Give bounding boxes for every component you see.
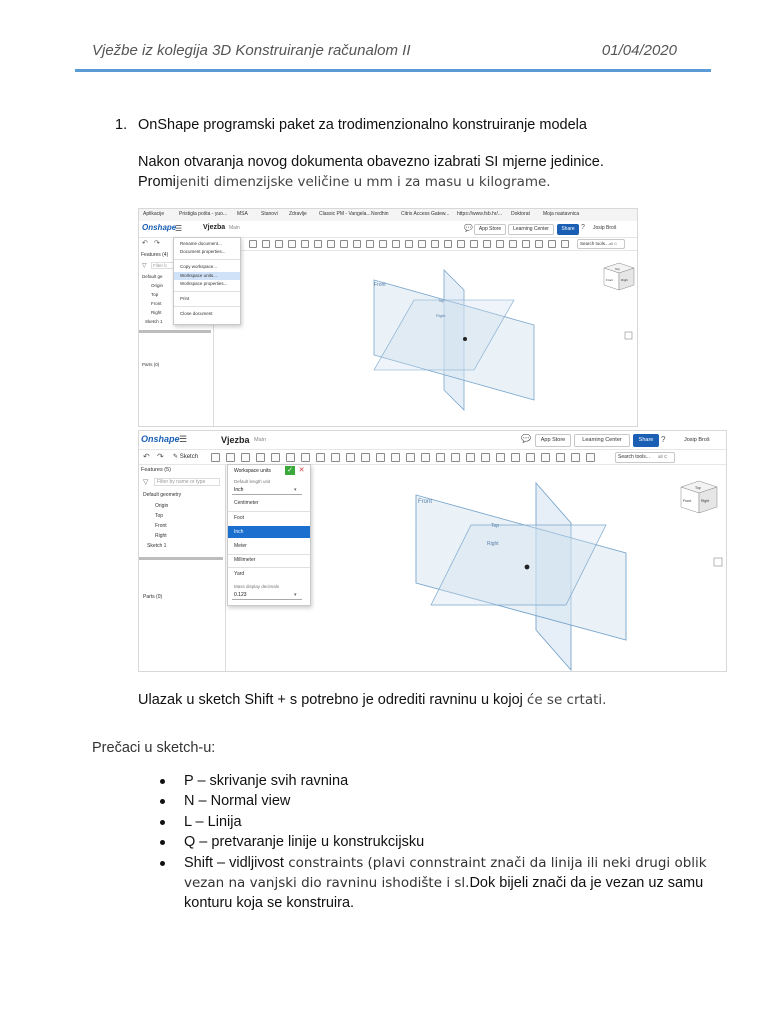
bookmark[interactable]: Zdravlje bbox=[289, 211, 307, 217]
learning-center-button[interactable]: Learning Center bbox=[574, 434, 630, 447]
branch-name: Main bbox=[254, 437, 266, 443]
intro-line-2a: Promi bbox=[138, 174, 176, 190]
intro-line-1: Nakon otvaranja novog dokumenta obavezno izabrati SI mjerne jedinice. bbox=[138, 154, 604, 170]
dialog-title: Workspace units bbox=[234, 468, 271, 474]
tool-icon[interactable] bbox=[522, 240, 530, 248]
tool-icon[interactable] bbox=[301, 240, 309, 248]
list-item bbox=[160, 832, 720, 852]
user-name[interactable]: Josip Broš bbox=[593, 225, 617, 231]
filter-input[interactable]: Filter by name or type bbox=[154, 478, 220, 486]
shortcut-key: P bbox=[184, 773, 194, 789]
tool-icon[interactable] bbox=[392, 240, 400, 248]
tool-icon[interactable] bbox=[496, 453, 505, 462]
bookmark[interactable]: Pristigla pošta - yuo... bbox=[179, 211, 228, 217]
view-cube-right-label: Right bbox=[701, 499, 710, 503]
tool-icon[interactable] bbox=[481, 453, 490, 462]
view-cube[interactable] bbox=[681, 481, 717, 513]
tree-item-right[interactable]: Right bbox=[151, 310, 162, 315]
shortcuts-heading: Prečaci u sketch-u: bbox=[92, 740, 216, 756]
shortcut-text-rest: Dok bijeli znači da je vezan uz samu konturu koja se konstruira. bbox=[184, 875, 704, 912]
view-cube[interactable] bbox=[604, 263, 634, 290]
comment-icon[interactable]: 💬 bbox=[464, 225, 473, 232]
tool-icon[interactable] bbox=[451, 453, 460, 462]
tool-icon[interactable] bbox=[405, 240, 413, 248]
user-name[interactable]: Josip Broš bbox=[684, 437, 710, 443]
tool-icon[interactable] bbox=[509, 240, 517, 248]
tool-icon[interactable] bbox=[262, 240, 270, 248]
tree-item-top[interactable]: Top bbox=[155, 513, 164, 519]
tool-icon[interactable] bbox=[314, 240, 322, 248]
bookmark[interactable]: Citrix Access Gatew... bbox=[401, 211, 450, 217]
view-options-icon[interactable] bbox=[714, 558, 722, 566]
document-name[interactable]: Vjezba bbox=[203, 224, 226, 231]
3d-viewport[interactable] bbox=[214, 250, 637, 426]
length-unit-select[interactable]: Inch bbox=[232, 487, 302, 495]
tool-icon[interactable] bbox=[470, 240, 478, 248]
shortcut-text: – Linija bbox=[191, 813, 242, 830]
redo-icon[interactable]: ↷ bbox=[154, 240, 160, 247]
learning-center-button[interactable]: Learning Center bbox=[508, 224, 554, 235]
tool-icon[interactable] bbox=[421, 453, 430, 462]
tree-item-sketch[interactable]: Sketch 1 bbox=[145, 319, 163, 324]
page-header bbox=[92, 42, 677, 64]
branch-name: Main bbox=[229, 225, 240, 231]
unit-option-meter[interactable]: Meter bbox=[234, 543, 247, 549]
panel-divider[interactable] bbox=[139, 330, 211, 333]
shortcut-text: – Normal view bbox=[194, 793, 291, 810]
feature-list-panel bbox=[139, 465, 226, 671]
panel-divider[interactable] bbox=[139, 557, 223, 560]
tool-icon[interactable] bbox=[418, 240, 426, 248]
bullet-icon bbox=[160, 840, 165, 845]
right-plane-label: Right bbox=[487, 541, 499, 547]
feature-toolbar bbox=[139, 450, 726, 465]
tool-icon[interactable] bbox=[361, 453, 370, 462]
app-store-button[interactable]: App Store bbox=[474, 224, 506, 235]
unit-option-millimeter[interactable]: Millimeter bbox=[234, 557, 256, 563]
help-icon[interactable]: ? bbox=[661, 435, 666, 444]
features-count: Features (5) bbox=[141, 467, 171, 473]
hamburger-menu-icon[interactable]: ☰ bbox=[179, 434, 188, 444]
app-store-button[interactable]: App Store bbox=[535, 434, 571, 447]
tool-icon[interactable] bbox=[376, 453, 385, 462]
tool-icon[interactable] bbox=[431, 240, 439, 248]
shortcut-key: N bbox=[184, 793, 195, 810]
header-date: 01/04/2020 bbox=[601, 42, 677, 59]
tool-icon[interactable] bbox=[541, 453, 550, 462]
comment-icon[interactable]: 💬 bbox=[521, 434, 531, 443]
help-icon[interactable]: ? bbox=[581, 224, 585, 231]
bullet-icon bbox=[160, 799, 165, 804]
view-options-icon[interactable] bbox=[625, 332, 632, 339]
tree-item-sketch[interactable]: Sketch 1 bbox=[147, 543, 167, 549]
front-plane-label: Front bbox=[374, 282, 386, 288]
menu-item-print[interactable]: Print bbox=[180, 296, 190, 301]
list-item bbox=[160, 853, 720, 914]
parts-node[interactable]: Parts (0) bbox=[143, 594, 163, 600]
search-tools-input[interactable]: Search tools... bbox=[577, 239, 625, 249]
shortcut-text: – vidljivost bbox=[213, 854, 284, 871]
bookmark[interactable]: Aplikacije bbox=[143, 211, 165, 217]
onshape-screenshot-menu bbox=[138, 208, 638, 427]
view-cube-front-label: Front bbox=[683, 499, 692, 503]
tool-icon[interactable] bbox=[511, 453, 520, 462]
tool-icon[interactable] bbox=[275, 240, 283, 248]
tool-icon[interactable] bbox=[391, 453, 400, 462]
view-cube-front-label: Front bbox=[606, 278, 614, 282]
onshape-title-bar bbox=[139, 221, 637, 238]
tool-icon[interactable] bbox=[561, 240, 569, 248]
unit-option-foot[interactable]: Foot bbox=[234, 515, 245, 521]
shortcut-list bbox=[160, 771, 720, 914]
tool-icon[interactable] bbox=[331, 453, 340, 462]
unit-option-yard[interactable]: Yard bbox=[234, 571, 245, 577]
tree-item-front[interactable]: Front bbox=[151, 301, 162, 306]
tool-icon[interactable] bbox=[288, 240, 296, 248]
parts-node[interactable]: Parts (0) bbox=[142, 362, 160, 367]
sketch-line-b: će se crtati. bbox=[526, 692, 607, 708]
sketch-button-label: Sketch bbox=[179, 454, 199, 460]
bullet-icon bbox=[160, 861, 165, 866]
list-item bbox=[160, 771, 720, 791]
tool-icon[interactable] bbox=[406, 453, 415, 462]
tool-icon[interactable] bbox=[571, 453, 580, 462]
header-divider bbox=[75, 69, 711, 72]
right-plane-label: Right bbox=[436, 313, 446, 318]
tree-item-top[interactable]: Top bbox=[151, 292, 159, 297]
unit-option-inch[interactable]: Inch bbox=[234, 529, 244, 535]
tool-icon[interactable] bbox=[346, 453, 355, 462]
tool-icon[interactable] bbox=[249, 240, 257, 248]
shortcut-key: Shift bbox=[184, 854, 214, 871]
hamburger-menu-icon[interactable]: ☰ bbox=[175, 224, 183, 233]
sketch-line-a: Ulazak u sketch Shift + s potrebno je odrediti ravninu u kojoj bbox=[138, 692, 527, 708]
onshape-title-bar bbox=[139, 431, 726, 450]
redo-icon[interactable]: ↷ bbox=[157, 452, 164, 461]
list-item bbox=[160, 812, 720, 832]
undo-icon[interactable]: ↶ bbox=[142, 240, 148, 247]
intro-line-2b: jeniti dimenzijske veličine u mm i za masu u kilograme. bbox=[175, 174, 551, 190]
view-cube-top-label: Top bbox=[615, 267, 620, 271]
tool-icon[interactable] bbox=[211, 453, 220, 462]
tool-icon[interactable] bbox=[444, 240, 452, 248]
filter-icon[interactable]: ▽ bbox=[142, 263, 147, 269]
tool-icon[interactable] bbox=[256, 453, 265, 462]
view-cube-right-label: Right bbox=[621, 278, 629, 282]
mass-decimals-select[interactable]: 0.123 bbox=[232, 592, 302, 600]
tool-icon[interactable] bbox=[316, 453, 325, 462]
default-length-label: Default length unit bbox=[234, 479, 271, 484]
default-geometry-node[interactable]: Default ge bbox=[142, 274, 163, 279]
bookmark[interactable]: https://www.fsb.hr/... bbox=[457, 211, 503, 217]
bookmark[interactable]: Classic PM - Vangela... bbox=[319, 211, 371, 217]
tool-icon[interactable] bbox=[466, 453, 475, 462]
bookmark[interactable]: MSA bbox=[237, 211, 248, 217]
tree-item-right[interactable]: Right bbox=[155, 533, 167, 539]
shortcut-text: – pretvaranje linije u konstrukcijsku bbox=[195, 834, 425, 851]
menu-item-doc-properties[interactable]: Document properties... bbox=[180, 249, 226, 254]
section-title: OnShape programski paket za trodimenzionalno konstruiranje modela bbox=[138, 117, 587, 133]
tool-icon[interactable] bbox=[366, 240, 374, 248]
onshape-screenshot-units-dialog bbox=[138, 430, 727, 672]
share-button[interactable]: Share bbox=[557, 224, 579, 235]
front-plane-label: Front bbox=[418, 499, 433, 505]
menu-item-close[interactable]: Close document bbox=[180, 311, 213, 316]
chevron-down-icon[interactable]: ▾ bbox=[294, 592, 297, 598]
list-item bbox=[160, 791, 720, 811]
tree-item-front[interactable]: Front bbox=[155, 523, 167, 529]
tool-icon[interactable] bbox=[301, 453, 310, 462]
tool-icon[interactable] bbox=[457, 240, 465, 248]
tool-icon[interactable] bbox=[548, 240, 556, 248]
onshape-logo[interactable]: Onshape bbox=[142, 223, 177, 232]
menu-item-workspace-units[interactable]: Workspace units... bbox=[180, 273, 217, 278]
menu-item-copy-workspace[interactable]: Copy workspace... bbox=[180, 264, 218, 269]
default-geometry-node[interactable]: Default geometry bbox=[143, 492, 182, 498]
filter-icon[interactable]: ▽ bbox=[143, 479, 149, 486]
shortcut-hint: alt C bbox=[658, 454, 668, 459]
shortcut-text: – skrivanje svih ravnina bbox=[193, 773, 349, 789]
unit-option-centimeter[interactable]: Centimeter bbox=[234, 500, 259, 506]
confirm-check-icon[interactable]: ✓ bbox=[285, 466, 295, 475]
shortcut-key: Q bbox=[184, 834, 196, 851]
onshape-logo[interactable]: Onshape bbox=[141, 434, 180, 444]
tool-icon[interactable] bbox=[286, 453, 295, 462]
bookmark[interactable]: Stanovi bbox=[261, 211, 278, 217]
tool-icon[interactable] bbox=[586, 453, 595, 462]
view-cube-top-label: Top bbox=[695, 486, 701, 490]
bookmark[interactable]: Doktorat bbox=[511, 211, 530, 217]
tree-item-origin[interactable]: Origin bbox=[155, 503, 169, 509]
course-title: Vježbe iz kolegija 3D Konstruiranje računalom II bbox=[92, 42, 411, 59]
filter-input[interactable]: Filter b bbox=[151, 262, 174, 269]
sketch-button[interactable]: ✎ Sketch bbox=[173, 454, 199, 460]
bookmark[interactable]: Nordhin bbox=[371, 211, 389, 217]
tool-icon[interactable] bbox=[436, 453, 445, 462]
tool-icon[interactable] bbox=[483, 240, 491, 248]
tool-icon[interactable] bbox=[496, 240, 504, 248]
chevron-down-icon[interactable]: ▾ bbox=[294, 487, 297, 493]
tool-icon[interactable] bbox=[327, 240, 335, 248]
tool-icon[interactable] bbox=[526, 453, 535, 462]
origin-point[interactable] bbox=[463, 337, 467, 341]
menu-item-workspace-properties[interactable]: Workspace properties... bbox=[180, 281, 228, 286]
intro-paragraph bbox=[138, 152, 604, 192]
tool-icon[interactable] bbox=[353, 240, 361, 248]
cancel-x-icon[interactable]: ✕ bbox=[298, 467, 305, 474]
origin-point[interactable] bbox=[525, 565, 530, 570]
tool-icon[interactable] bbox=[226, 453, 235, 462]
tool-icon[interactable] bbox=[556, 453, 565, 462]
bookmark[interactable]: Moja nastavnica bbox=[543, 211, 580, 217]
tool-icon[interactable] bbox=[379, 240, 387, 248]
tool-icon[interactable] bbox=[340, 240, 348, 248]
sketch-paragraph bbox=[138, 690, 606, 710]
features-count: Features (4) bbox=[141, 252, 169, 258]
tool-icon[interactable] bbox=[241, 453, 250, 462]
search-tools-input[interactable]: Search tools... bbox=[615, 452, 675, 463]
shortcut-key: L bbox=[184, 813, 192, 830]
top-plane-label: Top bbox=[438, 298, 445, 303]
bullet-icon bbox=[160, 820, 165, 825]
mass-decimals-label: Mass display decimals bbox=[234, 584, 280, 589]
tool-icon[interactable] bbox=[271, 453, 280, 462]
tree-item-origin[interactable]: Origin bbox=[151, 283, 164, 288]
list-number: 1. bbox=[115, 117, 128, 133]
bullet-icon bbox=[160, 779, 165, 784]
document-name[interactable]: Vjezba bbox=[221, 435, 250, 445]
share-button[interactable]: Share bbox=[633, 434, 659, 447]
undo-icon[interactable]: ↶ bbox=[143, 452, 150, 461]
menu-item-rename[interactable]: Rename document... bbox=[180, 241, 222, 246]
shortcut-hint: alt C bbox=[609, 241, 618, 246]
top-plane-label: Top bbox=[491, 523, 500, 529]
3d-viewport[interactable] bbox=[226, 465, 726, 671]
tool-icon[interactable] bbox=[535, 240, 543, 248]
shortcut-text-light: constraints (plavi connstraint znači da linija ili neki drugi oblik vezan na vanjski dio ravninu ishodište i sl. bbox=[184, 854, 707, 892]
